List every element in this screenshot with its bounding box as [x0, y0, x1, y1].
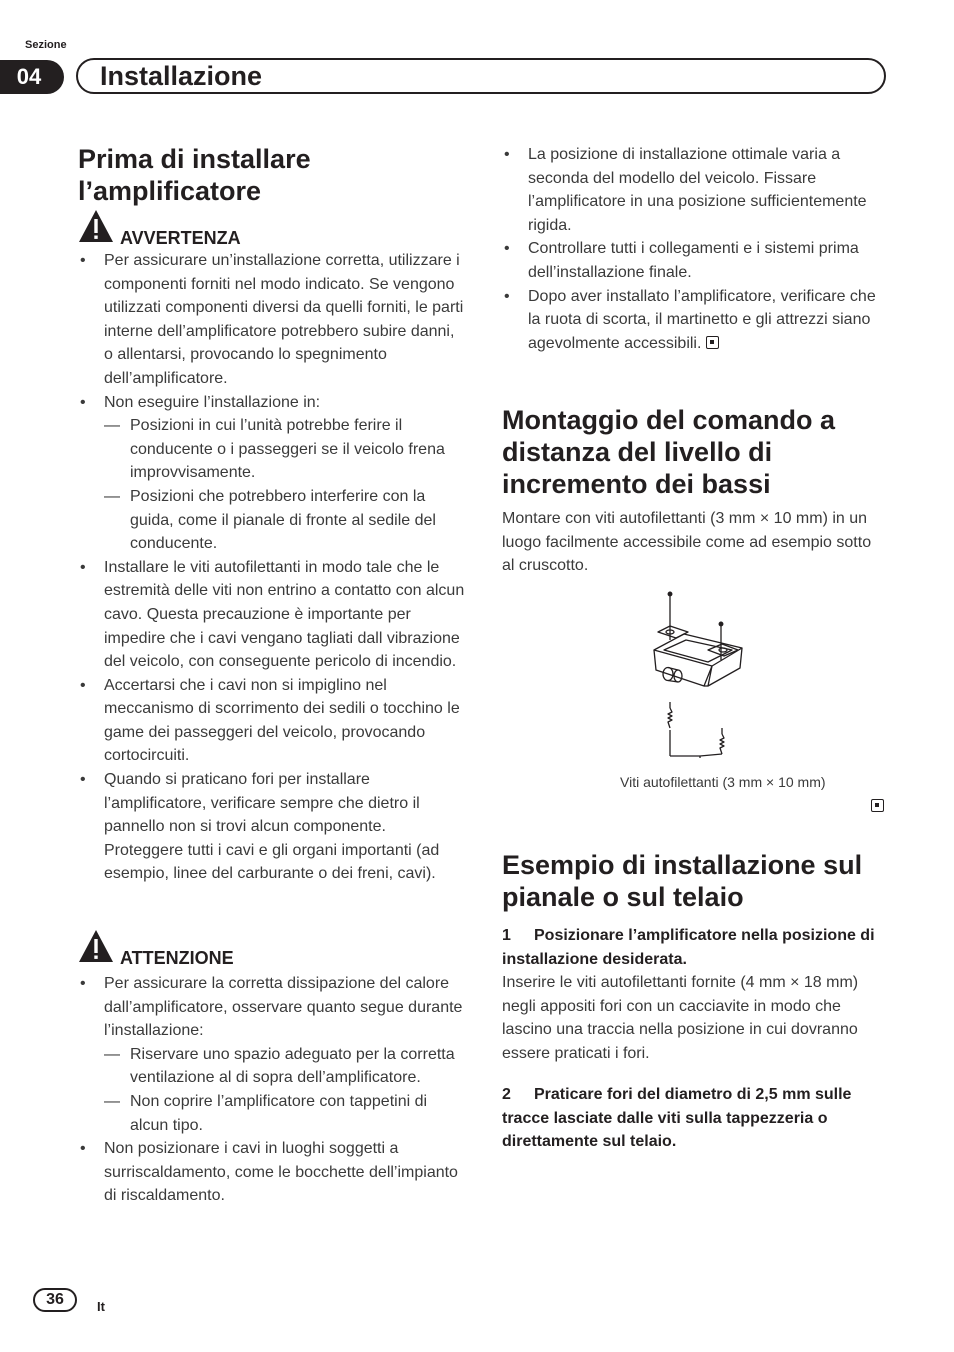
sub-list-item: — Riservare uno spazio adeguato per la corretta ventilazione al di sopra dell’amplificatore.	[104, 1045, 455, 1087]
caution-block	[78, 930, 466, 1208]
end-of-section-icon	[871, 799, 884, 812]
warning-block	[78, 210, 466, 886]
section-title: Installazione	[100, 61, 263, 91]
list-item: • Non posizionare i cavi in luoghi soggetti a surriscaldamento, come le bocchette dell’impianto di riscaldamento.	[80, 1140, 458, 1205]
step-number: 1	[502, 927, 511, 944]
step-body: Inserire le viti autofilettanti fornite (4 mm × 18 mm) negli appositi fori con un cacciavite in modo che lascino una traccia nella posizione in cui dovranno essere praticati i fori.	[502, 974, 859, 1062]
right-column	[502, 0, 890, 1151]
heading-install-example: Esempio di installazione sul pianale o sul telaio	[502, 850, 863, 912]
list-item: • Installare le viti autofilettanti in modo tale che le estremità delle viti non entrino a contatto con alcun cavo. Questa precauzione è importante per impedire che i cavi vengano tagliati dall vibrazione del veicolo, con conseguente pericolo di incendio.	[80, 558, 465, 671]
list-item: • Dopo aver installato l’amplificatore, verificare che la ruota di scorta, il martinetto e gli attrezzi siano agevolmente accessibili.	[504, 287, 876, 352]
general-notes-list	[502, 143, 890, 355]
list-item: • Per assicurare la corretta dissipazione del calore dall’amplificatore, osservare quanto segue durante l’installazione: — Riservare uno spazio adeguato per la corretta ventilazione al di sopra dell’amplificatore. — Non coprire l’amplificatore con tappetini di alcun tipo.	[78, 972, 466, 1137]
heading-before-install: Prima di installare l’amplificatore	[78, 144, 311, 206]
language-code: It	[97, 1299, 105, 1314]
list-item: • Controllare tutti i collegamenti e i sistemi prima dell’installazione finale.	[504, 240, 859, 281]
sub-list-item: — Posizioni che potrebbero interferire con la guida, come il pianale di fronte al sedile del conducente.	[104, 487, 436, 553]
page-number: 36	[33, 1288, 77, 1312]
caution-label: ATTENZIONE	[120, 948, 234, 968]
section-number-badge: 04	[0, 60, 64, 94]
sub-list-item: — Non coprire l’amplificatore con tappetini di alcun tipo.	[104, 1092, 428, 1134]
step-title: Praticare fori del diametro di 2,5 mm sulle tracce lasciate dalle viti sulla tappezzeria o direttamente sul telaio.	[502, 1086, 852, 1151]
sub-list-item: — Posizioni in cui l’unità potrebbe ferire il conducente o i passeggeri se il veicolo frena improvvisamente.	[104, 417, 445, 482]
list-item: • Quando si praticano fori per installare l’amplificatore, verificare sempre che dietro il pannello non si trovi alcun componente. Proteggere tutti i cavi e gli organi importanti (ad esempio, linee del carburante o dei freni, cavi).	[80, 771, 440, 883]
warning-triangle-icon	[78, 209, 114, 248]
end-of-section-icon	[706, 336, 719, 349]
heading-remote-mount: Montaggio del comando a distanza del livello di incremento dei bassi	[502, 405, 836, 499]
step-number: 2	[502, 1086, 511, 1103]
list-item: • La posizione di installazione ottimale varia a seconda del modello del veicolo. Fissare l’amplificatore in una posizione sufficientemente rigida.	[504, 146, 867, 234]
warning-triangle-icon	[78, 929, 114, 968]
step-1	[502, 924, 882, 1066]
remote-control-figure	[642, 588, 762, 758]
warning-label: AVVERTENZA	[120, 228, 241, 248]
section-label: Sezione	[25, 39, 67, 51]
list-item: • Per assicurare un’installazione corretta, utilizzare i componenti forniti nel modo indicato. Se vengono utilizzati componenti diversi da quelli forniti, le parti interne dell’amplificatore potrebbero subire danni, o allentarsi, provocando lo spegnimento dell’amplificatore.	[80, 252, 464, 387]
list-item: • Non eseguire l’installazione in: — Posizioni in cui l’unità potrebbe ferire il conducente o i passeggeri se il veicolo frena improvvisamente. — Posizioni che potrebbero interferire con la guida, come il pianale di fronte al sedile del conducente.	[78, 391, 466, 556]
remote-mount-text: Montare con viti autofilettanti (3 mm × 10 mm) in un luogo facilmente accessibile come ad esempio sotto al cruscotto.	[502, 510, 872, 575]
step-title: Posizionare l’amplificatore nella posizione di installazione desiderata.	[502, 927, 875, 968]
list-item: • Accertarsi che i cavi non si impiglino nel meccanismo di scorrimento dei sedili o tocchino le game dei passeggeri del veicolo, provocando cortocircuiti.	[80, 676, 460, 765]
step-2	[502, 1083, 882, 1154]
figure-caption: Viti autofilettanti (3 mm × 10 mm)	[620, 774, 826, 790]
